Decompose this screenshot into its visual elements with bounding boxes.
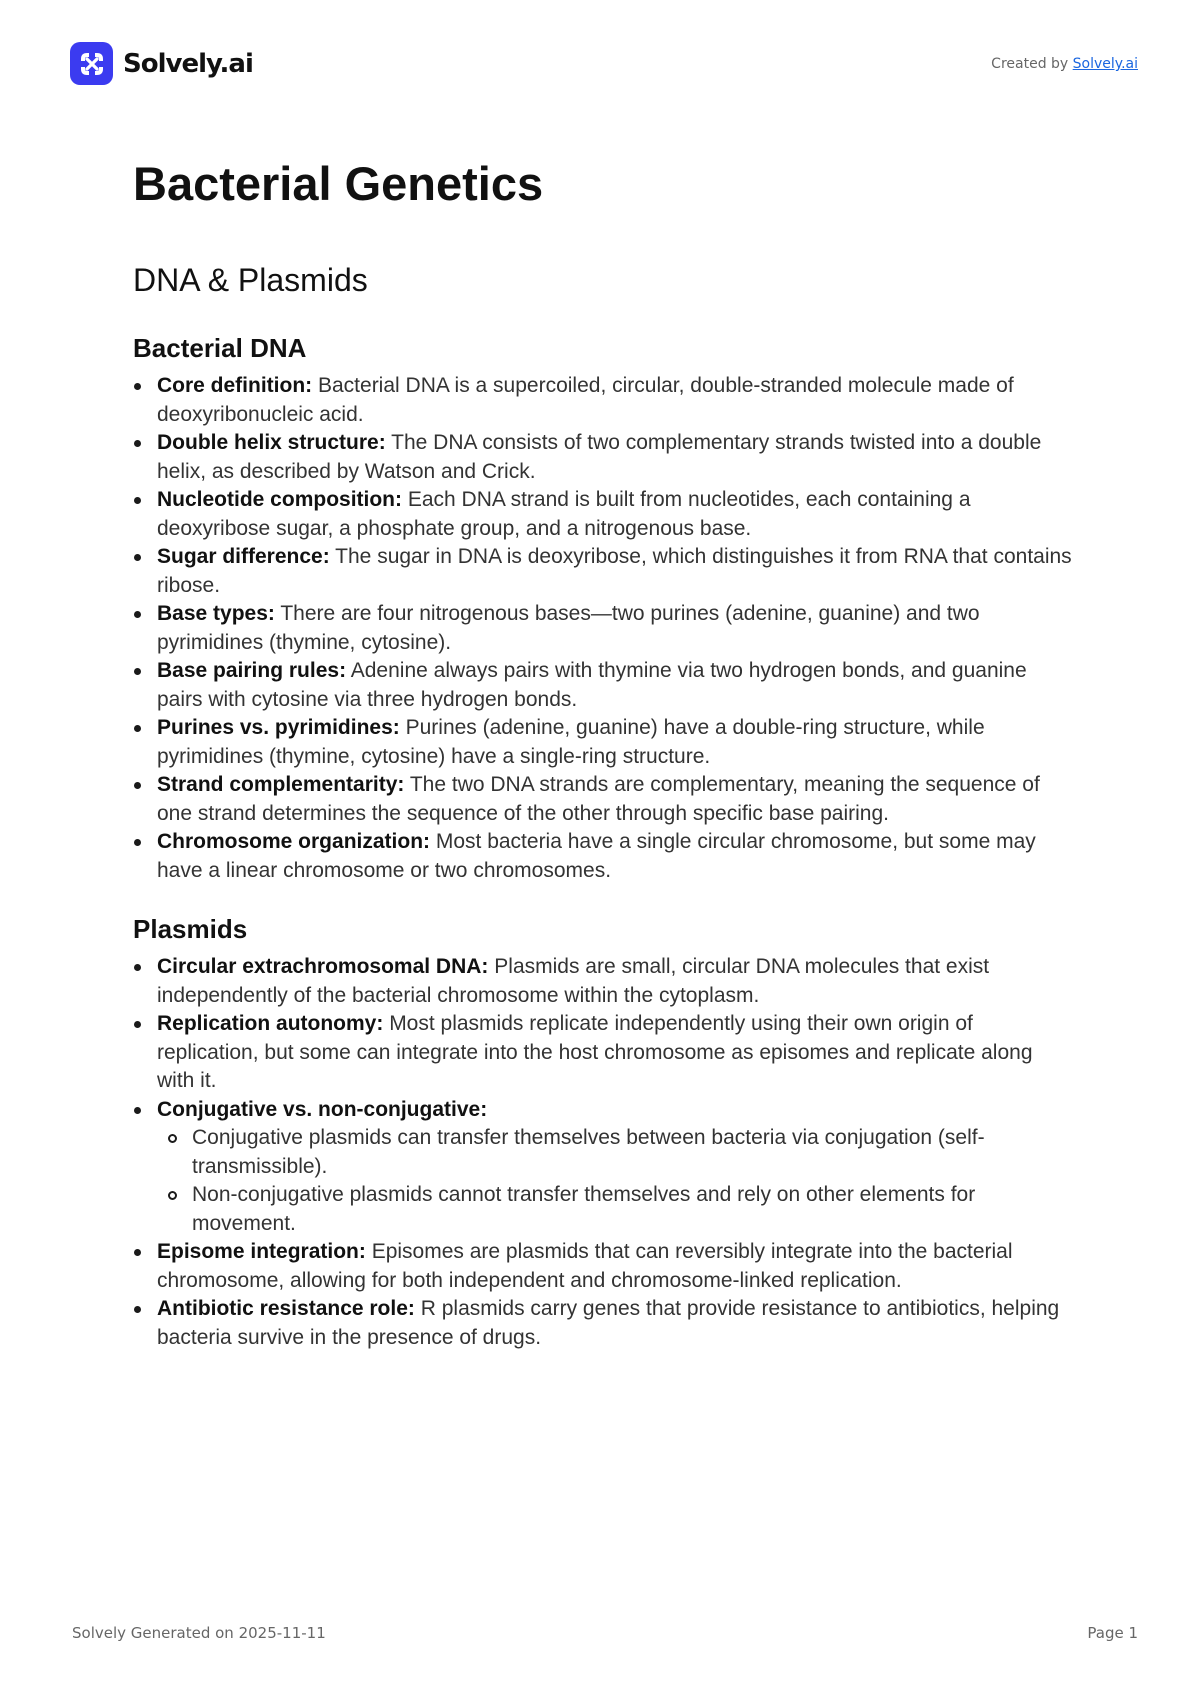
item-term: Base pairing rules: bbox=[157, 659, 347, 682]
item-term: Base types: bbox=[157, 602, 275, 625]
item-term: Nucleotide composition: bbox=[157, 488, 403, 511]
subsection-title-bacterial-dna: Bacterial DNA bbox=[133, 333, 307, 363]
list-item bbox=[133, 657, 1073, 714]
list-item bbox=[133, 600, 1073, 657]
list-item bbox=[133, 486, 1073, 543]
list-item bbox=[133, 1096, 1073, 1239]
created-by-link[interactable]: Solvely.ai bbox=[1072, 56, 1138, 72]
document-title: Bacterial Genetics bbox=[133, 157, 544, 210]
brand[interactable] bbox=[70, 42, 253, 85]
sub-list-item: Non-conjugative plasmids cannot transfer themselves and rely on other elements for movement. bbox=[157, 1181, 1073, 1238]
list-item bbox=[133, 828, 1073, 885]
item-text: Episomes are plasmids that can reversibly integrate into the bacterial chromosome, allowing for both independent and chromosome-linked replication. bbox=[157, 1240, 1013, 1292]
item-term: Double helix structure: bbox=[157, 431, 386, 454]
item-text: Bacterial DNA is a supercoiled, circular, double-stranded molecule made of deoxyribonucleic acid. bbox=[157, 374, 1014, 426]
item-term: Episome integration: bbox=[157, 1240, 366, 1263]
item-term: Sugar difference: bbox=[157, 545, 330, 568]
footer-page-number: Page 1 bbox=[1087, 1624, 1138, 1642]
sub-list-item: Conjugative plasmids can transfer themselves between bacteria via conjugation (self-transmissible). bbox=[157, 1124, 1073, 1181]
solvely-logo-icon bbox=[70, 42, 113, 85]
list-item bbox=[133, 543, 1073, 600]
item-text: Purines (adenine, guanine) have a double-ring structure, while pyrimidines (thymine, cytosine) have a single-ring structure. bbox=[157, 716, 985, 768]
item-text: Most bacteria have a single circular chromosome, but some may have a linear chromosome or two chromosomes. bbox=[157, 830, 1036, 882]
created-by-prefix: Created by bbox=[991, 56, 1073, 72]
page-header bbox=[70, 42, 1138, 86]
section-title: DNA & Plasmids bbox=[133, 262, 368, 298]
list-item bbox=[133, 429, 1073, 486]
list-item bbox=[133, 1010, 1073, 1096]
sub-list bbox=[157, 1124, 1073, 1238]
item-text: The DNA consists of two complementary strands twisted into a double helix, as described by Watson and Crick. bbox=[157, 431, 1042, 483]
plasmids-list bbox=[133, 953, 1073, 1352]
item-term: Purines vs. pyrimidines: bbox=[157, 716, 400, 739]
list-item bbox=[133, 372, 1073, 429]
footer-generated: Solvely Generated on 2025-11-11 bbox=[72, 1624, 326, 1642]
item-text: Adenine always pairs with thymine via two hydrogen bonds, and guanine pairs with cytosine via three hydrogen bonds. bbox=[157, 659, 1027, 711]
item-text: The two DNA strands are complementary, meaning the sequence of one strand determines the sequence of the other through specific base pairing. bbox=[157, 773, 1040, 825]
brand-name: Solvely.ai bbox=[123, 48, 253, 79]
item-term: Strand complementarity: bbox=[157, 773, 405, 796]
item-term: Chromosome organization: bbox=[157, 830, 431, 853]
subsection-title-plasmids: Plasmids bbox=[133, 914, 248, 944]
item-text: The sugar in DNA is deoxyribose, which distinguishes it from RNA that contains ribose. bbox=[157, 545, 1072, 597]
list-item bbox=[133, 1295, 1073, 1352]
item-term: Replication autonomy: bbox=[157, 1012, 384, 1035]
item-text: There are four nitrogenous bases—two purines (adenine, guanine) and two pyrimidines (thymine, cytosine). bbox=[157, 602, 980, 654]
item-term: Antibiotic resistance role: bbox=[157, 1297, 415, 1320]
bacterial-dna-list bbox=[133, 372, 1073, 885]
list-item bbox=[133, 1238, 1073, 1295]
item-text: Each DNA strand is built from nucleotides, each containing a deoxyribose sugar, a phosphate group, and a nitrogenous base. bbox=[157, 488, 971, 540]
item-term: Conjugative vs. non-conjugative: bbox=[157, 1097, 488, 1121]
item-text: Most plasmids replicate independently using their own origin of replication, but some can integrate into the host chromosome as episomes and replicate along with it. bbox=[157, 1012, 1033, 1092]
created-by bbox=[991, 56, 1138, 72]
item-term: Core definition: bbox=[157, 374, 313, 397]
item-text: Plasmids are small, circular DNA molecules that exist independently of the bacterial chromosome within the cytoplasm. bbox=[157, 955, 990, 1007]
list-item bbox=[133, 953, 1073, 1010]
item-term: Circular extrachromosomal DNA: bbox=[157, 955, 489, 978]
item-text: R plasmids carry genes that provide resistance to antibiotics, helping bacteria survive in the presence of drugs. bbox=[157, 1297, 1060, 1349]
list-item bbox=[133, 771, 1073, 828]
list-item bbox=[133, 714, 1073, 771]
document-content bbox=[133, 150, 1073, 1352]
